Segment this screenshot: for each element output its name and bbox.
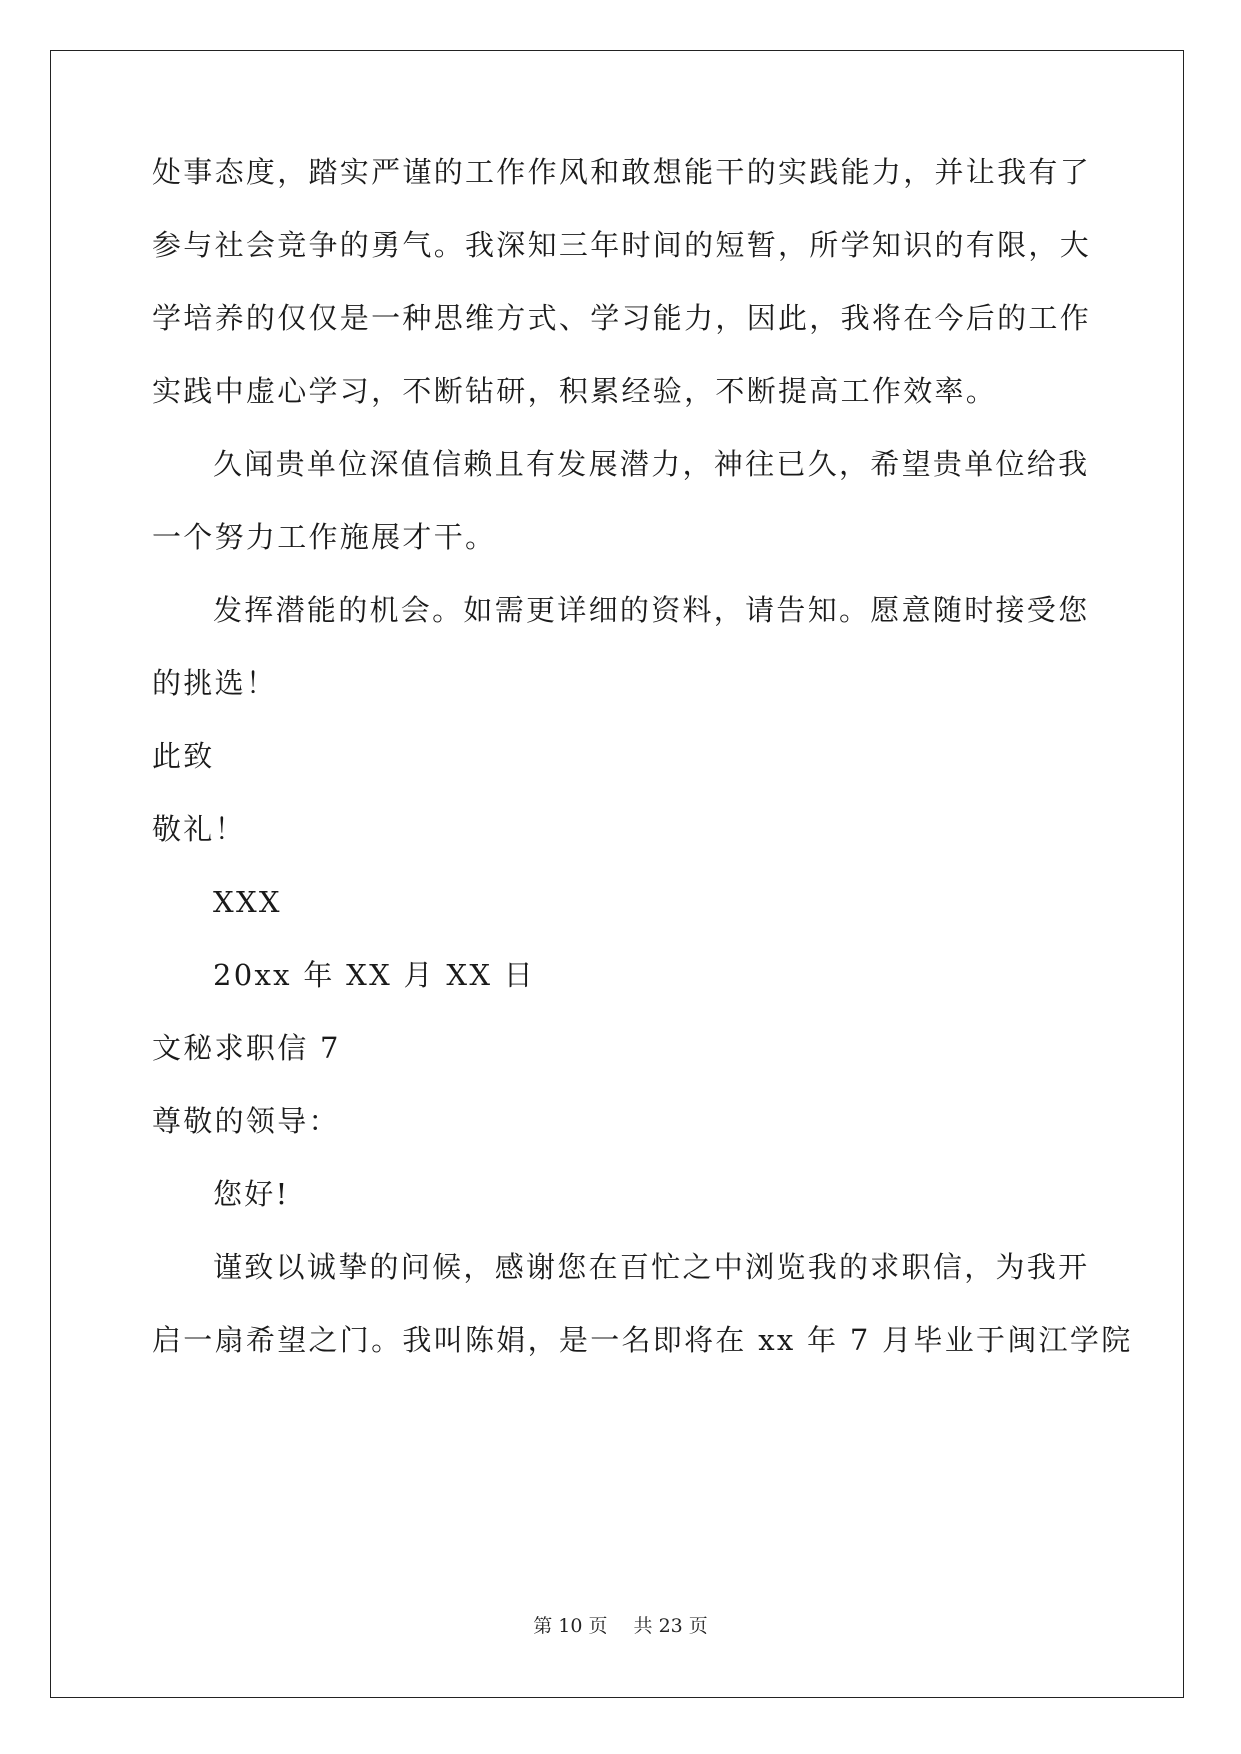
section-title: 文秘求职信 7 bbox=[152, 1031, 341, 1065]
page-number: 第 10 页 bbox=[533, 1615, 608, 1637]
signature-name: XXX bbox=[213, 885, 282, 919]
text-line: 参与社会竞争的勇气。我深知三年时间的短暂，所学知识的有限，大 bbox=[152, 228, 1092, 262]
page-footer bbox=[0, 1614, 1241, 1638]
total-pages: 共 23 页 bbox=[633, 1615, 708, 1637]
text-line: 一个努力工作施展才干。 bbox=[152, 520, 497, 554]
text-line: 实践中虚心学习，不断钻研，积累经验，不断提高工作效率。 bbox=[152, 374, 998, 408]
text-line: 学培养的仅仅是一种思维方式、学习能力，因此，我将在今后的工作 bbox=[152, 301, 1092, 335]
text-line: 的挑选！ bbox=[152, 666, 278, 700]
text-line: 谨致以诚挚的问候，感谢您在百忙之中浏览我的求职信，为我开 bbox=[213, 1250, 1090, 1284]
signature-date: 20xx 年 XX 月 XX 日 bbox=[213, 958, 536, 992]
text-line: 久闻贵单位深值信赖且有发展潜力，神往已久，希望贵单位给我 bbox=[213, 447, 1090, 481]
closing-regards: 敬礼！ bbox=[152, 812, 246, 846]
greeting: 尊敬的领导： bbox=[152, 1104, 340, 1138]
text-line: 启一扇希望之门。我叫陈娟，是一名即将在 xx 年 7 月毕业于闽江学院 bbox=[152, 1323, 1133, 1357]
text-line: 发挥潜能的机会。如需更详细的资料，请告知。愿意随时接受您 bbox=[213, 593, 1090, 627]
closing-salutation: 此致 bbox=[152, 739, 215, 773]
text-line: 处事态度，踏实严谨的工作作风和敢想能干的实践能力，并让我有了 bbox=[152, 155, 1092, 189]
greeting-hello: 您好! bbox=[213, 1177, 290, 1211]
